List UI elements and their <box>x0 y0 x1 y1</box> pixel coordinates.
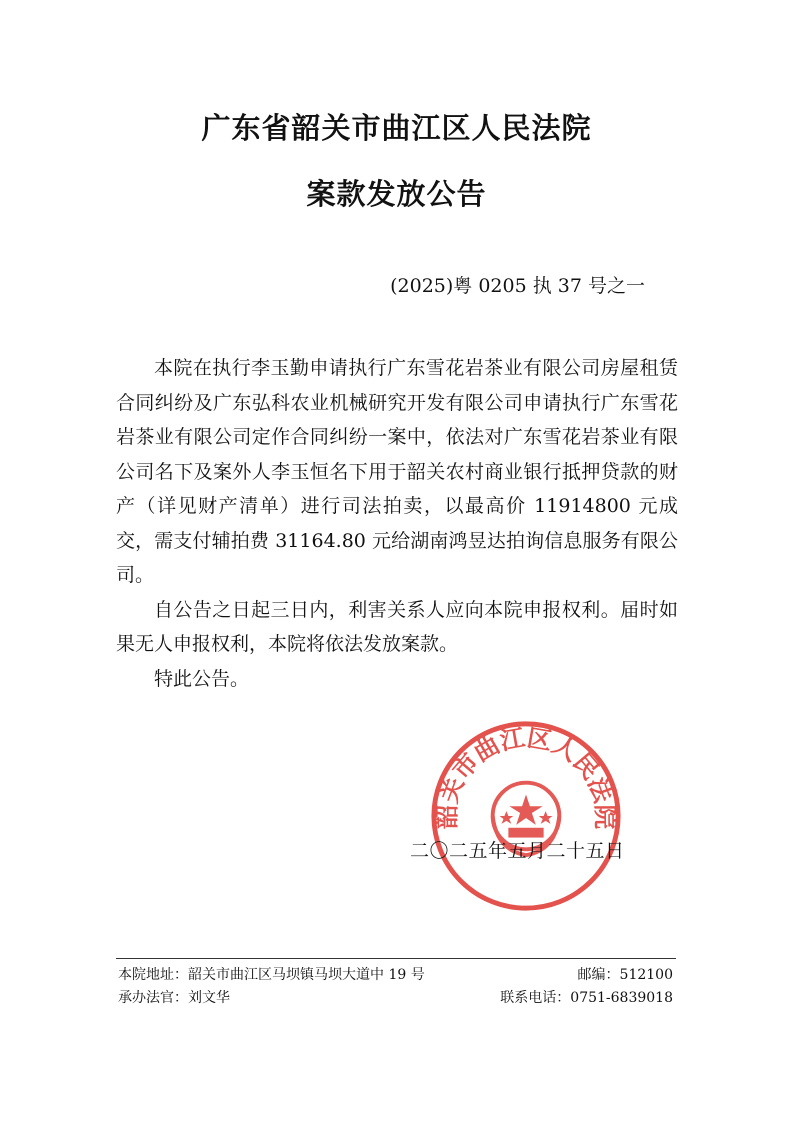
court-address: 本院地址：韶关市曲江区马坝镇马坝大道中 19 号 <box>118 967 425 983</box>
judge-name: 承办法官：刘文华 <box>118 990 230 1006</box>
contact-phone: 联系电话：0751-6839018 <box>500 990 673 1006</box>
footer-divider <box>116 958 676 959</box>
footer-row <box>118 987 673 1007</box>
body-paragraph: 自公告之日起三日内，利害关系人应向本院申报权利。届时如果无人申报权利，本院将依法发放案款。 <box>116 598 678 655</box>
postcode: 邮编：512100 <box>577 967 673 983</box>
court-seal-icon <box>428 718 624 914</box>
svg-text:韶关市曲江区人民法院: 韶关市曲江区人民法院 <box>432 722 620 830</box>
body-paragraph: 特此公告。 <box>154 667 250 690</box>
footer-row <box>118 964 673 984</box>
court-name: 广东省韶关市曲江区人民法院 <box>201 111 592 145</box>
issue-date: 二〇二五年五月二十五日 <box>410 840 625 862</box>
body-paragraph: 本院在执行李玉勤申请执行广东雪花岩茶业有限公司房屋租赁合同纠纷及广东弘科农业机械研究开发有限公司申请执行广东雪花岩茶业有限公司定作合同纠纷一案中，依法对广东雪花岩茶业有限公司名下及案外人李玉恒名下用于韶关农村商业银行抵押贷款的财产（详见财产清单）进行司法拍卖，以最高价 11914800 元成交，需支付辅拍费 31164.80 元给湖南鸿昱达拍询信息服务有限公司。 <box>116 357 678 586</box>
case-number: (2025)粤 0205 执 37 号之一 <box>390 275 645 297</box>
document-title: 案款发放公告 <box>306 177 487 211</box>
announcement-body <box>116 351 678 696</box>
